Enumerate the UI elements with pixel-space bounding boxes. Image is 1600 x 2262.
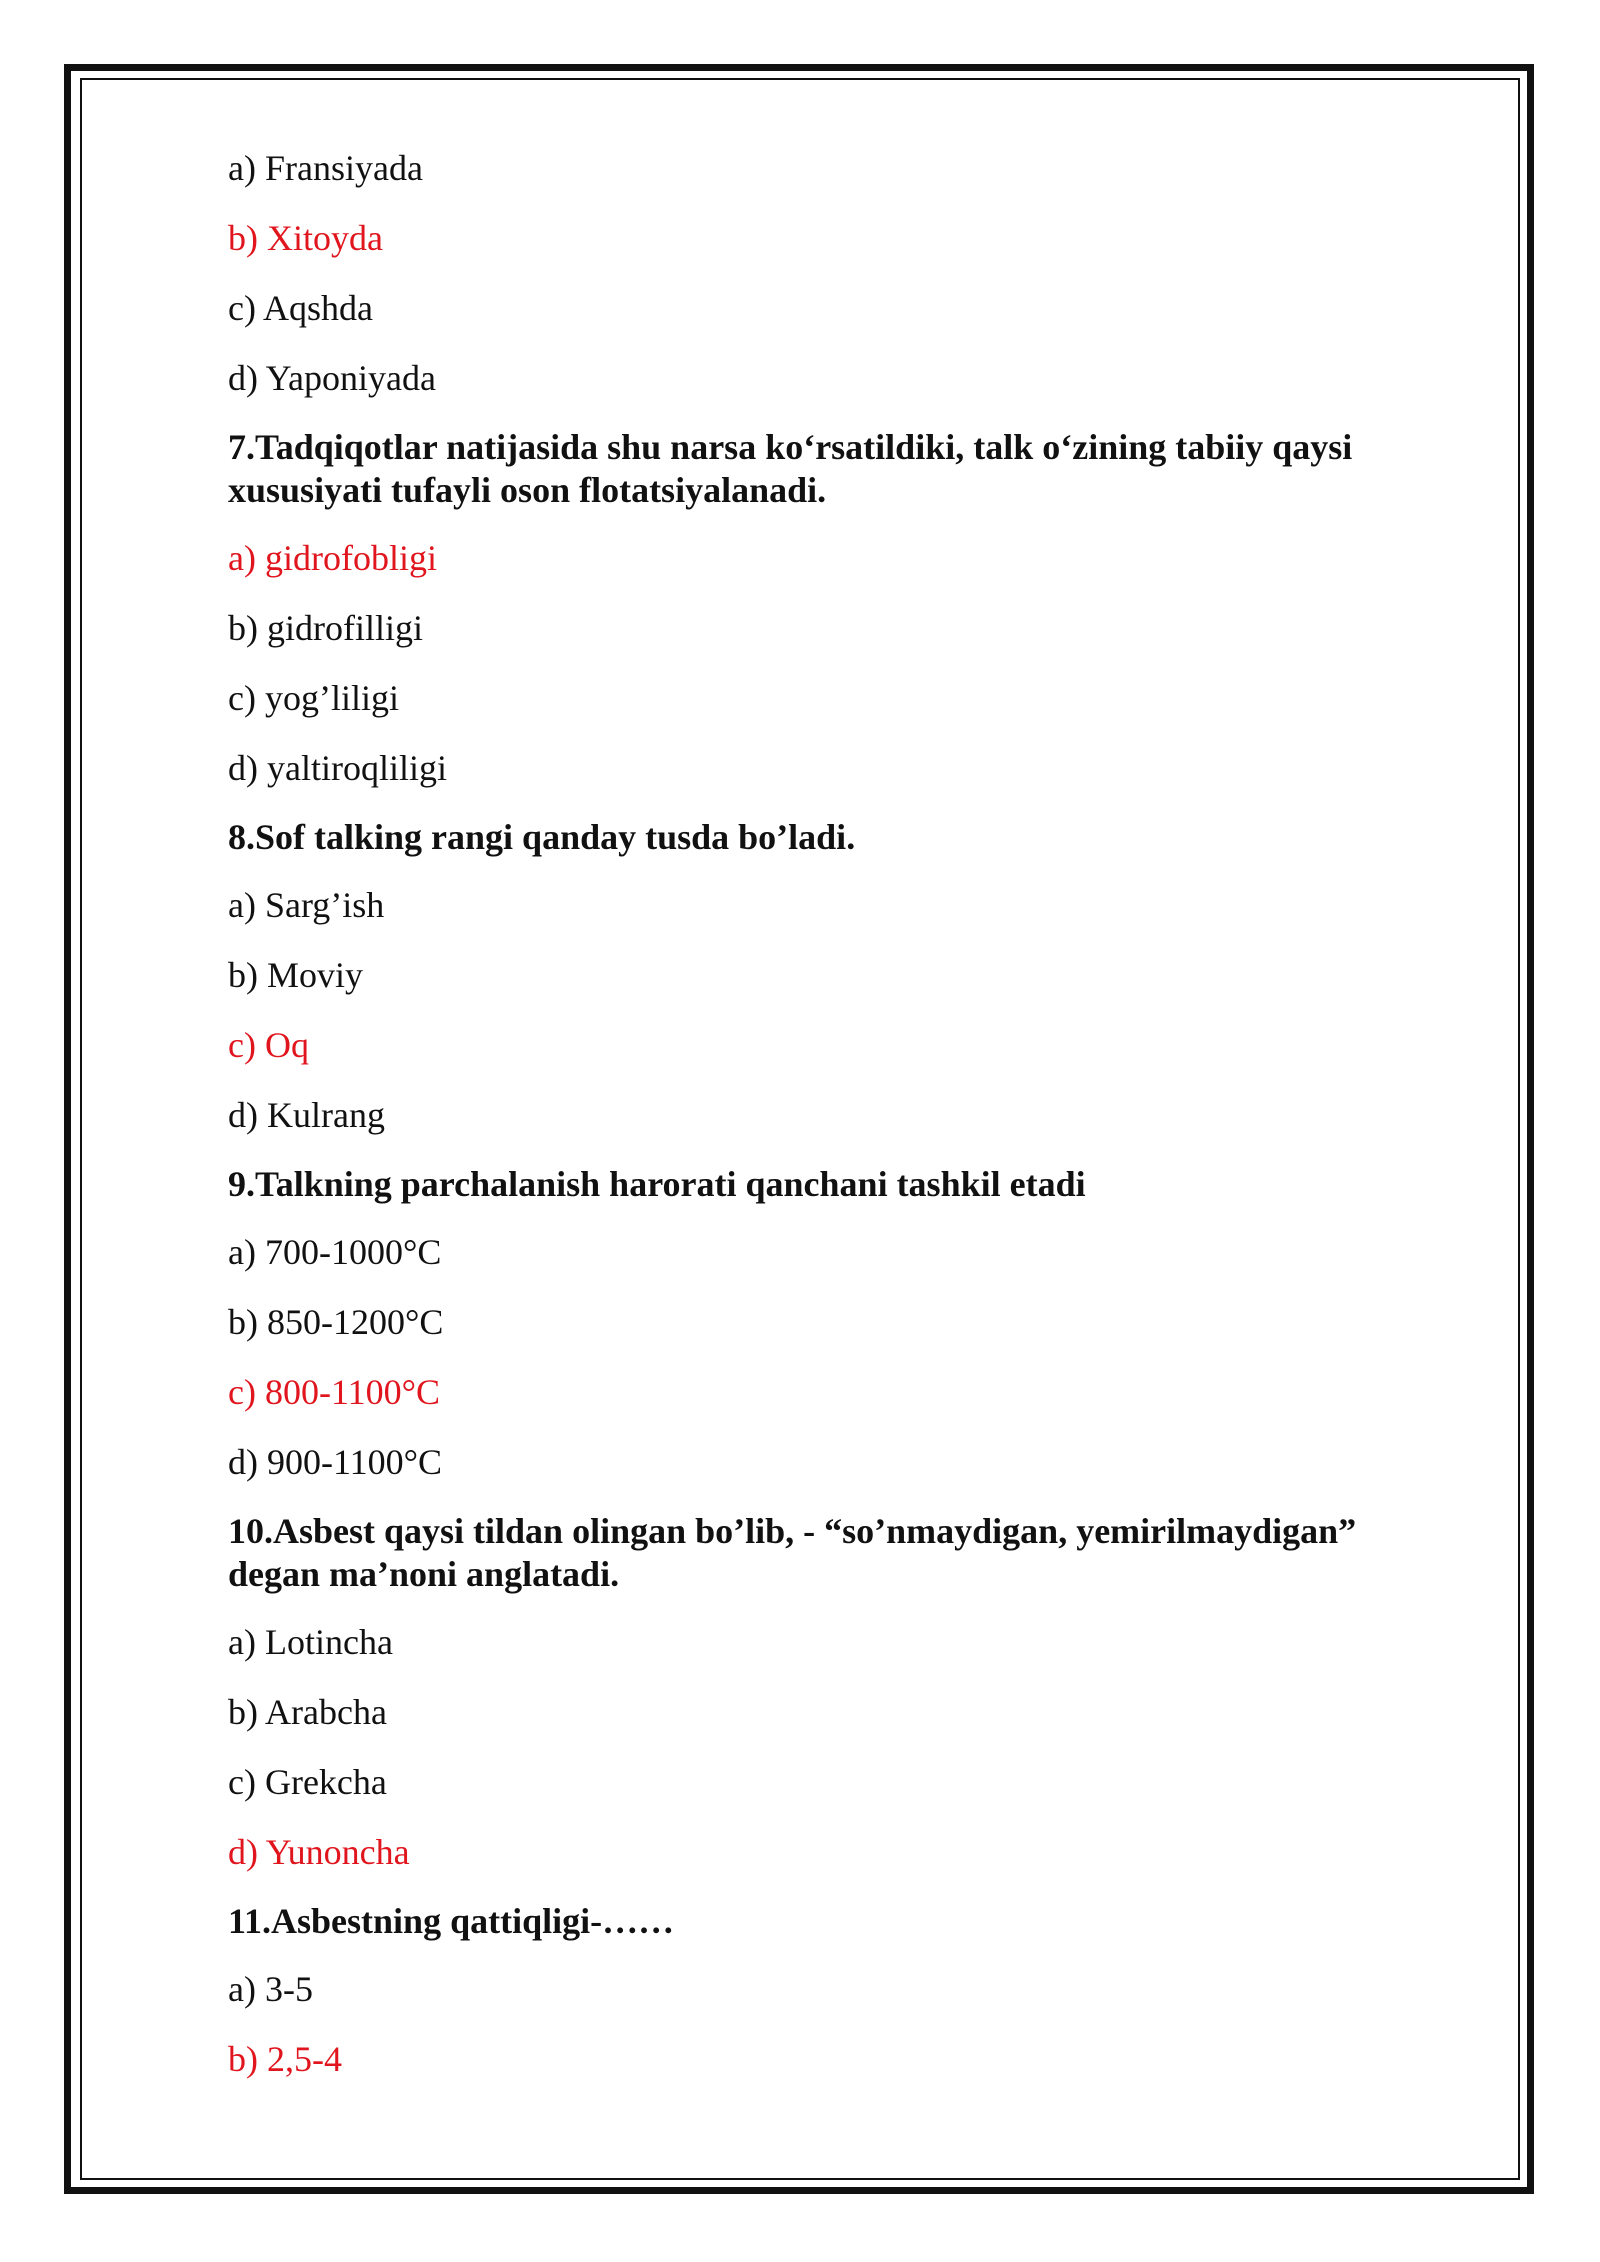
question-6-options — [228, 146, 1418, 400]
answer-option-correct: b) Xitoyda — [228, 218, 383, 258]
answer-option-correct: b) 2,5-4 — [228, 2039, 342, 2079]
answer-option-correct: a) gidrofobligi — [228, 538, 437, 578]
answer-option: d) Yaponiyada — [228, 358, 436, 398]
question-8 — [228, 816, 1418, 1137]
answer-option-correct: d) Yunoncha — [228, 1832, 410, 1872]
answer-option: c) yog’liligi — [228, 678, 399, 718]
answer-option: b) 850-1200°C — [228, 1302, 444, 1342]
answer-option: a) 700-1000°C — [228, 1232, 442, 1272]
question-7 — [228, 426, 1418, 790]
question-text: 9.Talkning parchalanish harorati qanchani tashkil etadi — [228, 1164, 1086, 1204]
answer-option: a) 3-5 — [228, 1969, 313, 2009]
answer-option-correct: c) 800-1100°C — [228, 1372, 441, 1412]
answer-option: d) 900-1100°C — [228, 1442, 443, 1482]
question-10 — [228, 1510, 1418, 1874]
answer-option: a) Sarg’ish — [228, 885, 385, 925]
answer-option: c) Aqshda — [228, 288, 373, 328]
question-text: 10.Asbest qaysi tildan olingan bo’lib, - “so’nmaydigan, yemirilmaydigan” degan ma’noni anglatadi. — [228, 1511, 1357, 1594]
answer-option: d) Kulrang — [228, 1095, 385, 1135]
answer-option-correct: c) Oq — [228, 1025, 309, 1065]
answer-option: b) gidrofilligi — [228, 608, 423, 648]
answer-option: a) Lotincha — [228, 1622, 393, 1662]
question-9 — [228, 1163, 1418, 1484]
quiz-content — [228, 146, 1418, 2107]
question-text: 7.Tadqiqotlar natijasida shu narsa ko‘rsatildiki, talk o‘zining tabiiy qaysi xususiyati tufayli oson flotatsiyalanadi. — [228, 427, 1353, 510]
answer-option: b) Arabcha — [228, 1692, 387, 1732]
answer-option: c) Grekcha — [228, 1762, 387, 1802]
answer-option: a) Fransiyada — [228, 148, 423, 188]
question-text: 11.Asbestning qattiqligi-…… — [228, 1901, 675, 1941]
answer-option: b) Moviy — [228, 955, 363, 995]
question-text: 8.Sof talking rangi qanday tusda bo’ladi. — [228, 817, 856, 857]
question-11 — [228, 1900, 1418, 2081]
answer-option: d) yaltiroqliligi — [228, 748, 447, 788]
